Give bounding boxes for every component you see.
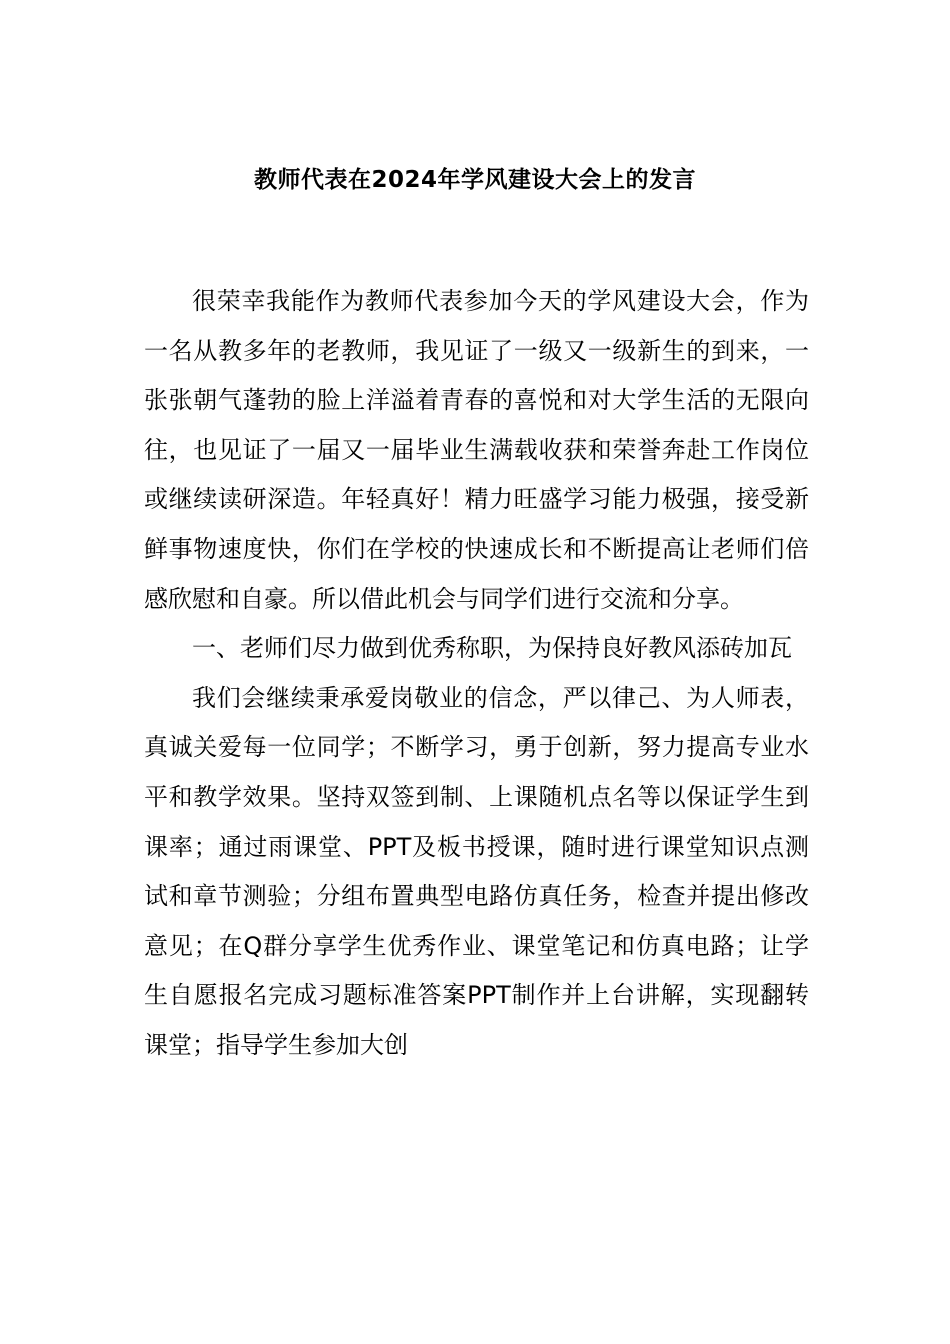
document-title: 教师代表在2024年学风建设大会上的发言: [253, 167, 696, 193]
paragraph-teaching-practice: 我们会继续秉承爱岗敬业的信念，严以律己、为人师表，真诚关爱每一位同学；不断学习，勇于创新，努力提高专业水平和教学效果。坚持双签到制、上课随机点名等以保证学生到课率；通过雨课堂、PPT及板书授课，随时进行课堂知识点测试和章节测验；分组布置典型电路仿真任务，检查并提出修改意见；在Q群分享学生优秀作业、课堂笔记和仿真电路；让学生自愿报名完成习题标准答案PPT制作并上台讲解，实现翻转课堂；指导学生参加大创: [144, 683, 809, 1059]
document-body: [144, 277, 809, 1071]
paragraph-intro: 很荣幸我能作为教师代表参加今天的学风建设大会，作为一名从教多年的老教师，我见证了一级又一级新生的到来，一张张朝气蓬勃的脸上洋溢着青春的喜悦和对大学生活的无限向往，也见证了一届又一届毕业生满载收获和荣誉奔赴工作岗位或继续读研深造。年轻真好！精力旺盛学习能力极强，接受新鲜事物速度快，你们在学校的快速成长和不断提高让老师们倍感欣慰和自豪。所以借此机会与同学们进行交流和分享。: [144, 287, 809, 613]
paragraph-heading-one: 一、老师们尽力做到优秀称职，为保持良好教风添砖加瓦: [192, 634, 792, 663]
